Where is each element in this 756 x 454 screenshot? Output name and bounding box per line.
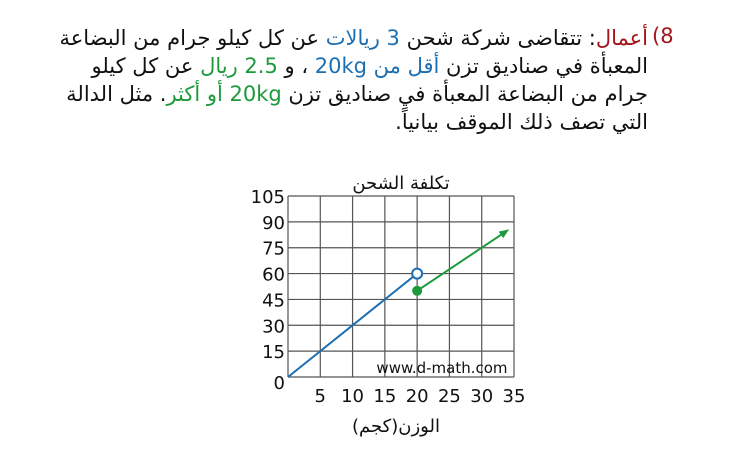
- y-tick-label: 60: [262, 264, 285, 286]
- problem-part-4: عن كل كيلو جرام من البضاعة المعبأة في صناديق تزن: [91, 54, 648, 106]
- x-axis-label: الوزن(كجم): [352, 416, 440, 437]
- y-tick-label: 0: [273, 373, 285, 394]
- x-tick-label: 20: [405, 386, 429, 407]
- y-tick-label: 45: [262, 290, 285, 312]
- x-tick-label: 25: [437, 386, 461, 407]
- problem-part-2: عن كل كيلو جرام من البضاعة المعبأة في صناديق تزن: [59, 26, 648, 78]
- y-tick-label: 105: [250, 187, 285, 208]
- x-tick-label: 10: [341, 386, 365, 407]
- chart-series: [288, 230, 508, 377]
- problem-part-3: ، و: [277, 54, 315, 78]
- x-tick-label: 15: [373, 386, 397, 407]
- y-tick-label: 15: [262, 342, 285, 364]
- problem-colon: :: [588, 26, 596, 50]
- condition-under-20: أقل من 20kg: [314, 54, 440, 78]
- condition-20-or-more: 20kg أو أكثر: [166, 82, 282, 106]
- y-tick-label: 75: [262, 238, 285, 260]
- closed-endpoint: [412, 286, 422, 296]
- x-tick-label: 5: [314, 386, 327, 407]
- rate-under-20: 3 ريالات: [325, 26, 400, 50]
- problem-label: أعمال: [595, 26, 648, 50]
- chart-watermark: www.d-math.com: [376, 359, 508, 377]
- chart-title: تكلفة الشحن: [352, 173, 450, 194]
- x-tick-label: 35: [502, 386, 526, 407]
- series-line: [417, 230, 507, 290]
- problem-number: (8: [652, 24, 674, 48]
- problem-part-5: . مثل الدالة التي تصف ذلك الموقف بيانياً.: [66, 82, 648, 134]
- problem-part-1: تتقاضى شركة شحن: [399, 26, 589, 50]
- y-tick-label: 30: [262, 316, 285, 338]
- y-tick-label: 90: [262, 212, 285, 234]
- x-tick-label: 30: [470, 386, 494, 407]
- open-endpoint: [412, 269, 422, 279]
- rate-20-or-more: 2.5 ريال: [200, 54, 278, 78]
